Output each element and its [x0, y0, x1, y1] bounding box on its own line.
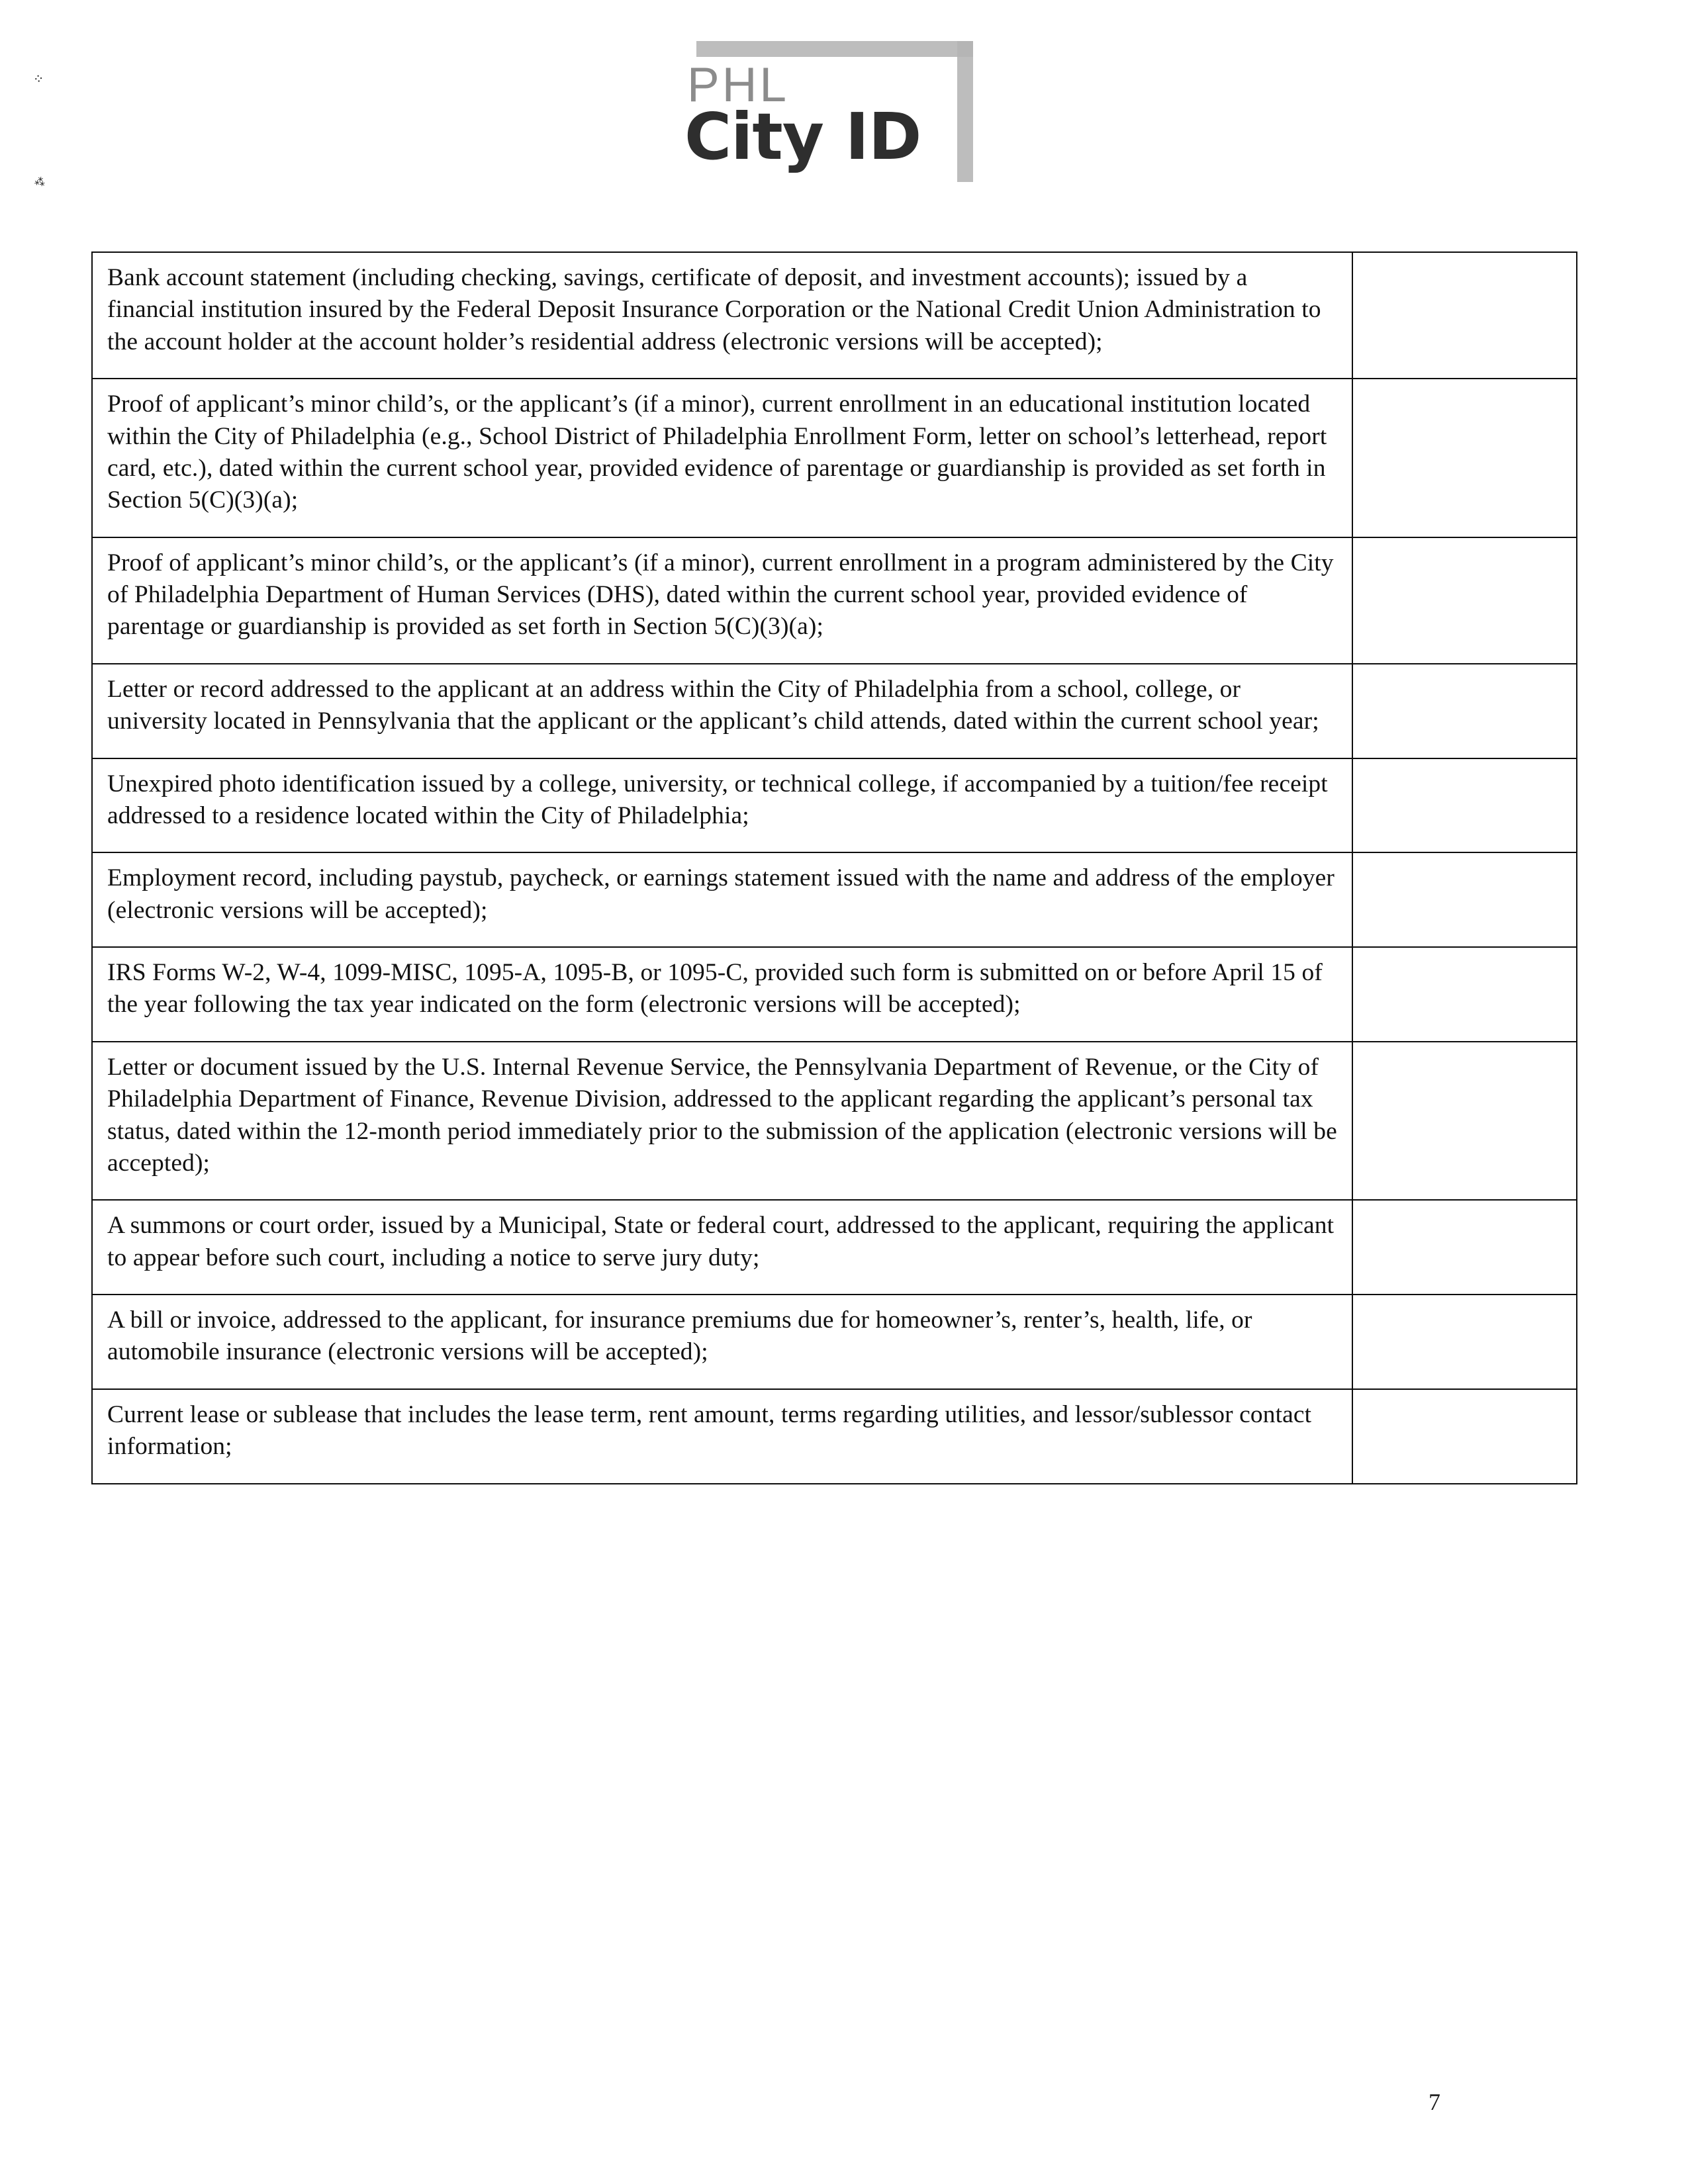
table-row — [92, 1042, 1577, 1201]
table-row — [92, 1200, 1577, 1295]
table-row — [92, 537, 1577, 664]
document-description-cell: Proof of applicant’s minor child’s, or the applicant’s (if a minor), current enrollment in an educational institution located within the City of Philadelphia (e.g., School District of Philadelphia Enrollment Form, letter on school’s letterhead, report card, etc.), dated within the current school year, provided evidence of parentage or guardianship is provided as set forth in Section 5(C)(3)(a); — [92, 379, 1352, 537]
logo-phl-text: PHL — [687, 58, 790, 112]
table-row — [92, 947, 1577, 1042]
table-row — [92, 379, 1577, 537]
checkbox-cell[interactable] — [1352, 537, 1577, 664]
checkbox-cell[interactable] — [1352, 252, 1577, 379]
proof-of-residency-table — [91, 251, 1577, 1484]
checkbox-cell[interactable] — [1352, 852, 1577, 947]
document-description-cell: A summons or court order, issued by a Municipal, State or federal court, addressed to the applicant, requiring the applicant to appear before such court, including a notice to serve jury duty; — [92, 1200, 1352, 1295]
page-number: 7 — [1429, 2089, 1440, 2115]
table-row — [92, 1389, 1577, 1484]
checkbox-cell[interactable] — [1352, 1042, 1577, 1201]
table-row — [92, 852, 1577, 947]
table-body — [92, 252, 1577, 1484]
table-row — [92, 1295, 1577, 1389]
logo-bracket-right-icon — [957, 41, 973, 182]
document-description-cell: A bill or invoice, addressed to the applicant, for insurance premiums due for homeowner’s, renter’s, health, life, or automobile insurance (electronic versions will be accepted); — [92, 1295, 1352, 1389]
document-description-cell: Unexpired photo identification issued by a college, university, or technical college, if accompanied by a tuition/fee receipt addressed to a residence located within the City of Philadelphia; — [92, 758, 1352, 853]
table-row — [92, 664, 1577, 758]
document-description-cell: IRS Forms W-2, W-4, 1099-MISC, 1095-A, 1095-B, or 1095-C, provided such form is submitted on or before April 15 of the year following the tax year indicated on the form (electronic versions will be accepted); — [92, 947, 1352, 1042]
document-description-cell: Proof of applicant’s minor child’s, or the applicant’s (if a minor), current enrollment in a program administered by the City of Philadelphia Department of Human Services (DHS), dated within the current school year, provided evidence of parentage or guardianship is provided as set forth in Section 5(C)(3)(a); — [92, 537, 1352, 664]
checkbox-cell[interactable] — [1352, 947, 1577, 1042]
document-description-cell: Bank account statement (including checking, savings, certificate of deposit, and investment accounts); issued by a financial institution insured by the Federal Deposit Insurance Corporation or the National Credit Union Administration to the account holder at the account holder’s residential address (electronic versions will be accepted); — [92, 252, 1352, 379]
checkbox-cell[interactable] — [1352, 1389, 1577, 1484]
checkbox-cell[interactable] — [1352, 758, 1577, 853]
document-description-cell: Letter or document issued by the U.S. Internal Revenue Service, the Pennsylvania Department of Revenue, or the City of Philadelphia Department of Finance, Revenue Division, addressed to the applicant regarding the applicant’s personal tax status, dated within the 12-month period immediately prior to the submission of the application (electronic versions will be accepted); — [92, 1042, 1352, 1201]
table-row — [92, 252, 1577, 379]
checkbox-cell[interactable] — [1352, 664, 1577, 758]
scan-artifact-top-icon: ⁘ — [32, 71, 46, 88]
checkbox-cell[interactable] — [1352, 1200, 1577, 1295]
document-description-cell: Letter or record addressed to the applicant at an address within the City of Philadelphia from a school, college, or university located in Pennsylvania that the applicant or the applicant’s child attends, dated within the current school year; — [92, 664, 1352, 758]
logo-bracket-top-icon — [696, 41, 973, 57]
phl-city-id-logo — [669, 41, 973, 190]
table-row — [92, 758, 1577, 853]
logo-city-id-text: City ID — [684, 99, 921, 174]
scan-artifact-mid-icon: ⁂ — [33, 175, 46, 189]
document-description-cell: Current lease or sublease that includes the lease term, rent amount, terms regarding utilities, and lessor/sublessor contact information; — [92, 1389, 1352, 1484]
checkbox-cell[interactable] — [1352, 379, 1577, 537]
document-description-cell: Employment record, including paystub, paycheck, or earnings statement issued with the name and address of the employer (electronic versions will be accepted); — [92, 852, 1352, 947]
checkbox-cell[interactable] — [1352, 1295, 1577, 1389]
